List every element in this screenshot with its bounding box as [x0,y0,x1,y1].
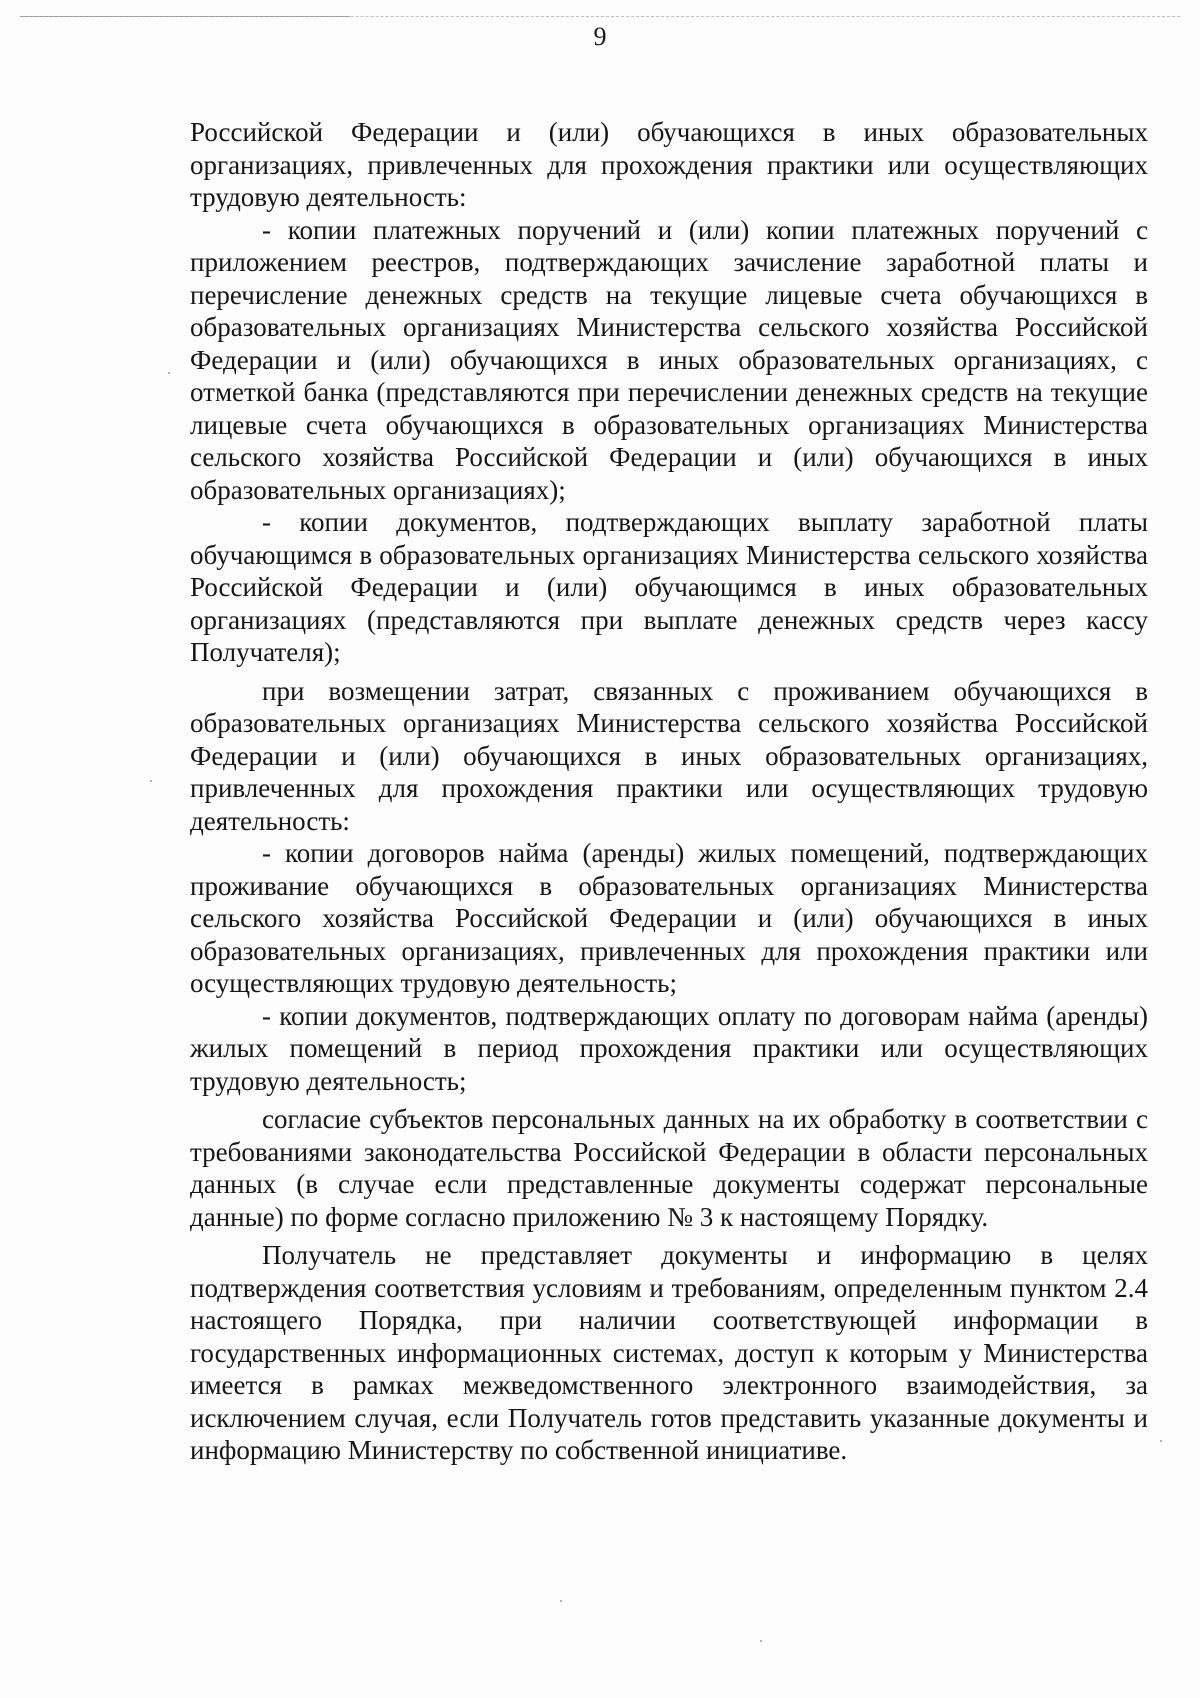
paragraph-payment-orders: - копии платежных поручений и (или) копии платежных поручений с приложением реестров, подтверждающих зачисление заработной платы и перечисление денежных средств на текущие лицевые счета обучающихся в образовательных организациях Министерства сельского хозяйства Российской Федерации и (или) обучающихся в иных образовательных организациях, с отметкой банка (представляются при перечислении денежных средств на текущие лицевые счета обучающихся в образовательных организациях Министерства сельского хозяйства Российской Федерации и (или) обучающихся в иных образовательных организациях); [190,214,1148,505]
paragraph-personal-data-consent: согласие субъектов персональных данных на их обработку в соответствии с требованиями законодательства Российской Федерации в области персональных данных (в случае если представленные документы содержат персональные данные) по форме согласно приложению № 3 к настоящему Порядку. [190,1104,1148,1232]
paragraph-recipient-exemption: Получатель не представляет документы и информацию в целях подтверждения соответствия условиям и требованиям, определенным пунктом 2.4 настоящего Порядка, при наличии соответствующей информации в государственных информационных системах, доступ к которым у Министерства имеется в рамках межведомственного электронного взаимодействия, за исключением случая, если Получатель готов представить указанные документы и информацию Министерству по собственной инициативе. [190,1240,1148,1465]
scan-speck [1160,1440,1162,1442]
page-number: 9 [593,22,607,51]
paragraph-continuation: Российской Федерации и (или) обучающихся в иных образовательных организациях, привлеченных для прохождения практики или осуществляющих трудовую деятельность: [190,117,1148,212]
document-body [190,116,1148,1467]
paragraph-lease-payments: - копии документов, подтверждающих оплату по договорам найма (аренды) жилых помещений в период прохождения практики или осуществляющих трудовую деятельность; [190,1000,1148,1096]
scan-speck [760,1640,762,1642]
scan-edge-line-left [20,16,350,17]
scan-speck [150,780,152,782]
paragraph-lease-contracts: - копии договоров найма (аренды) жилых помещений, подтверждающих проживание обучающихся в образовательных организациях Министерства сельского хозяйства Российской Федерации и (или) обучающихся в иных образовательных организациях, привлеченных для прохождения практики или осуществляющих трудовую деятельность; [190,838,1148,998]
scan-speck [560,1600,562,1602]
scan-speck [168,372,170,374]
paragraph-salary-documents: - копии документов, подтверждающих выплату заработной платы обучающимся в образовательных организациях Министерства сельского хозяйства Российской Федерации и (или) обучающимся в иных образовательных организациях (представляются при выплате денежных средств через кассу Получателя); [190,507,1148,667]
paragraph-housing-costs: при возмещении затрат, связанных с проживанием обучающихся в образовательных организациях Министерства сельского хозяйства Российской Федерации и (или) обучающихся в иных образовательных организациях, привлеченных для прохождения практики или осуществляющих трудовую деятельность: [190,675,1148,836]
